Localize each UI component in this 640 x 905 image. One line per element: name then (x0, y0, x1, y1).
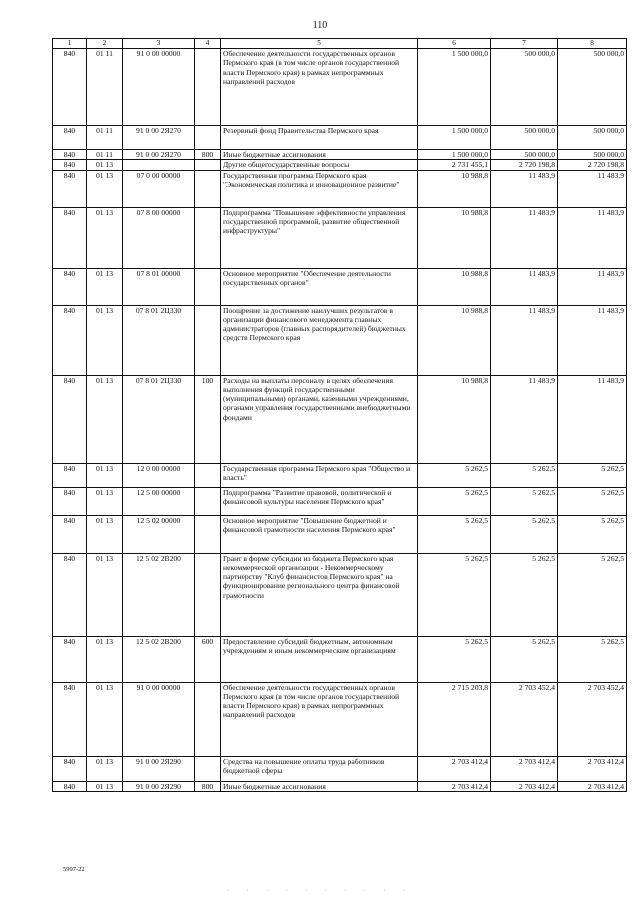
cell-col-8: 2 703 452,4 (558, 682, 627, 756)
cell-col-3: 07 8 01 2Ц330 (123, 305, 195, 375)
cell-col-2: 01 13 (87, 207, 123, 268)
table-row (53, 781, 627, 791)
cell-col-5: Другие общегосударственные вопросы (221, 160, 418, 170)
cell-col-6: 10 988,8 (418, 207, 491, 268)
cell-col-1: 840 (53, 207, 87, 268)
table-row (53, 268, 627, 305)
cell-col-3: 91 0 00 00000 (123, 682, 195, 756)
cell-col-3: 12 5 02 2В200 (123, 553, 195, 636)
cell-col-3: 91 0 00 2Я270 (123, 126, 195, 150)
cell-col-2: 01 13 (87, 756, 123, 781)
cell-col-6: 2 715 203,8 (418, 682, 491, 756)
cell-col-6: 5 262,5 (418, 553, 491, 636)
table-row (53, 636, 627, 682)
cell-col-3 (123, 160, 195, 170)
cell-col-1: 840 (53, 756, 87, 781)
column-header: 6 (418, 39, 491, 49)
cell-col-5: Подпрограмма "Повышение эффективности управления государственной программой, развитие общественной инфраструктуры" (221, 207, 418, 268)
cell-col-6: 2 731 455,1 (418, 160, 491, 170)
cell-col-4 (195, 487, 221, 515)
table-row (53, 487, 627, 515)
cell-col-4 (195, 170, 221, 207)
cell-col-8: 500 000,0 (558, 150, 627, 160)
column-header: 2 (87, 39, 123, 49)
cell-col-4 (195, 268, 221, 305)
column-header: 1 (53, 39, 87, 49)
cell-col-8: 5 262,5 (558, 553, 627, 636)
cell-col-8: 5 262,5 (558, 515, 627, 553)
cell-col-1: 840 (53, 636, 87, 682)
table-row (53, 375, 627, 463)
cell-col-2: 01 13 (87, 463, 123, 487)
table-row (53, 170, 627, 207)
cell-col-8: 500 000,0 (558, 126, 627, 150)
column-header: 5 (221, 39, 418, 49)
cell-col-7: 11 483,9 (491, 375, 558, 463)
cell-col-3: 07 0 00 00000 (123, 170, 195, 207)
cell-col-5: Резервный фонд Правительства Пермского края (221, 126, 418, 150)
cell-col-4 (195, 126, 221, 150)
cell-col-2: 01 13 (87, 636, 123, 682)
cell-col-1: 840 (53, 170, 87, 207)
cell-col-5: Обеспечение деятельности государственных органов Пермского края (в том числе органов государственной власти Пермского края) в рамках непрограммных направлений расходов (221, 682, 418, 756)
column-header: 4 (195, 39, 221, 49)
budget-table (52, 38, 627, 792)
table-row (53, 160, 627, 170)
cell-col-7: 2 703 412,4 (491, 781, 558, 791)
cell-col-4 (195, 463, 221, 487)
cell-col-8: 5 262,5 (558, 636, 627, 682)
cell-col-4: 800 (195, 150, 221, 160)
cell-col-7: 5 262,5 (491, 636, 558, 682)
cell-col-6: 10 988,8 (418, 375, 491, 463)
cell-col-2: 01 11 (87, 126, 123, 150)
table-row (53, 463, 627, 487)
cell-col-5: Государственная программа Пермского края "Экономическая политика и инновационное развитие" (221, 170, 418, 207)
cell-col-3: 12 5 02 2В200 (123, 636, 195, 682)
column-header: 8 (558, 39, 627, 49)
column-header: 3 (123, 39, 195, 49)
cell-col-4 (195, 49, 221, 126)
cell-col-1: 840 (53, 515, 87, 553)
table-row (53, 126, 627, 150)
cell-col-5: Предоставление субсидий бюджетным, автономным учреждениям и иным некоммерческим организациям (221, 636, 418, 682)
page-number: 110 (312, 20, 328, 31)
cell-col-3: 12 0 00 00000 (123, 463, 195, 487)
cell-col-8: 11 483,9 (558, 268, 627, 305)
cell-col-6: 2 703 412,4 (418, 756, 491, 781)
cell-col-3: 07 8 01 2Ц330 (123, 375, 195, 463)
cell-col-7: 2 720 198,8 (491, 160, 558, 170)
cell-col-3: 07 8 00 00000 (123, 207, 195, 268)
cell-col-2: 01 13 (87, 682, 123, 756)
cell-col-5: Иные бюджетные ассигнования (221, 150, 418, 160)
cell-col-4 (195, 756, 221, 781)
cell-col-2: 01 11 (87, 150, 123, 160)
cell-col-1: 840 (53, 487, 87, 515)
cell-col-6: 1 500 000,0 (418, 49, 491, 126)
column-header: 7 (491, 39, 558, 49)
cell-col-3: 91 0 00 00000 (123, 49, 195, 126)
cell-col-6: 5 262,5 (418, 487, 491, 515)
cell-col-1: 840 (53, 126, 87, 150)
document-code: 5997-22 (63, 866, 85, 873)
cell-col-2: 01 13 (87, 375, 123, 463)
cell-col-3: 12 5 02 00000 (123, 515, 195, 553)
cell-col-4 (195, 207, 221, 268)
cell-col-4 (195, 160, 221, 170)
cell-col-7: 500 000,0 (491, 150, 558, 160)
cell-col-7: 500 000,0 (491, 126, 558, 150)
table-row (53, 207, 627, 268)
cell-col-8: 11 483,9 (558, 375, 627, 463)
cell-col-5: Поощрение за достижение наилучших результатов в организации финансового менеджмента главных администраторов (главных распорядителей) бюджетных средств Пермского края (221, 305, 418, 375)
cell-col-3: 91 0 00 2Я290 (123, 756, 195, 781)
cell-col-4 (195, 305, 221, 375)
cell-col-6: 5 262,5 (418, 636, 491, 682)
cell-col-4 (195, 682, 221, 756)
cell-col-2: 01 13 (87, 305, 123, 375)
table-row (53, 305, 627, 375)
cell-col-8: 11 483,9 (558, 170, 627, 207)
table-row (53, 682, 627, 756)
cell-col-2: 01 13 (87, 553, 123, 636)
cell-col-1: 840 (53, 49, 87, 126)
cell-col-8: 2 720 198,8 (558, 160, 627, 170)
cell-col-8: 5 262,5 (558, 487, 627, 515)
cell-col-1: 840 (53, 463, 87, 487)
cell-col-2: 01 13 (87, 515, 123, 553)
cell-col-7: 5 262,5 (491, 463, 558, 487)
cell-col-6: 2 703 412,4 (418, 781, 491, 791)
cell-col-5: Основное мероприятие "Повышение бюджетной и финансовой грамотности населения Пермского края" (221, 515, 418, 553)
cell-col-1: 840 (53, 781, 87, 791)
cell-col-6: 10 988,8 (418, 268, 491, 305)
cell-col-6: 1 500 000,0 (418, 126, 491, 150)
cell-col-4: 800 (195, 781, 221, 791)
table-row (53, 553, 627, 636)
cell-col-6: 10 988,8 (418, 305, 491, 375)
cell-col-7: 5 262,5 (491, 487, 558, 515)
cell-col-8: 2 703 412,4 (558, 781, 627, 791)
cell-col-3: 12 5 00 00000 (123, 487, 195, 515)
cell-col-7: 11 483,9 (491, 305, 558, 375)
cell-col-5: Подпрограмма "Развитие правовой, политической и финансовой культуры населения Пермского края" (221, 487, 418, 515)
cell-col-6: 1 500 000,0 (418, 150, 491, 160)
cell-col-4: 100 (195, 375, 221, 463)
cell-col-3: 91 0 00 2Я270 (123, 150, 195, 160)
table-row (53, 49, 627, 126)
cell-col-4: 600 (195, 636, 221, 682)
cell-col-1: 840 (53, 305, 87, 375)
cell-col-1: 840 (53, 268, 87, 305)
cell-col-1: 840 (53, 375, 87, 463)
cell-col-1: 840 (53, 682, 87, 756)
cell-col-5: Обеспечение деятельности государственных органов Пермского края (в том числе органов государственной власти Пермского края) в рамках непрограммных направлений расходов (221, 49, 418, 126)
cell-col-7: 11 483,9 (491, 268, 558, 305)
cell-col-2: 01 13 (87, 487, 123, 515)
cell-col-6: 10 988,8 (418, 170, 491, 207)
cell-col-7: 11 483,9 (491, 170, 558, 207)
cell-col-2: 01 13 (87, 160, 123, 170)
cell-col-1: 840 (53, 150, 87, 160)
cell-col-3: 91 0 00 2Я290 (123, 781, 195, 791)
cell-col-1: 840 (53, 160, 87, 170)
cell-col-6: 5 262,5 (418, 515, 491, 553)
cell-col-4 (195, 553, 221, 636)
cell-col-5: Грант в форме субсидии из бюджета Пермского края некоммерческой организации - Некоммерческому партнерству "Клуб финансистов Пермского края" на функционирование регионального центра финансовой грамотности (221, 553, 418, 636)
cell-col-3: 07 8 01 00000 (123, 268, 195, 305)
cell-col-1: 840 (53, 553, 87, 636)
table-row (53, 515, 627, 553)
cell-col-2: 01 13 (87, 268, 123, 305)
cell-col-7: 500 000,0 (491, 49, 558, 126)
cell-col-7: 2 703 412,4 (491, 756, 558, 781)
cell-col-7: 5 262,5 (491, 553, 558, 636)
cell-col-5: Государственная программа Пермского края "Общество и власть" (221, 463, 418, 487)
cell-col-7: 5 262,5 (491, 515, 558, 553)
cell-col-5: Иные бюджетные ассигнования (221, 781, 418, 791)
cell-col-8: 11 483,9 (558, 305, 627, 375)
cell-col-7: 11 483,9 (491, 207, 558, 268)
cell-col-8: 500 000,0 (558, 49, 627, 126)
cell-col-6: 5 262,5 (418, 463, 491, 487)
cell-col-5: Основное мероприятие "Обеспечение деятельности государственных органов" (221, 268, 418, 305)
cell-col-7: 2 703 452,4 (491, 682, 558, 756)
cell-col-2: 01 11 (87, 49, 123, 126)
table-header-row (53, 39, 627, 49)
cell-col-5: Средства на повышение оплаты труда работников бюджетной сферы (221, 756, 418, 781)
table-row (53, 150, 627, 160)
table-row (53, 756, 627, 781)
cell-col-8: 2 703 412,4 (558, 756, 627, 781)
cell-col-2: 01 13 (87, 170, 123, 207)
cell-col-2: 01 13 (87, 781, 123, 791)
scan-artifact: · · · · · · · · · · (227, 888, 413, 894)
cell-col-8: 11 483,9 (558, 207, 627, 268)
cell-col-4 (195, 515, 221, 553)
cell-col-8: 5 262,5 (558, 463, 627, 487)
cell-col-5: Расходы на выплаты персоналу в целях обеспечения выполнения функций государственными (муниципальными) органами, казенными учреждениями, органами управления государственными внебюджетными фондами (221, 375, 418, 463)
